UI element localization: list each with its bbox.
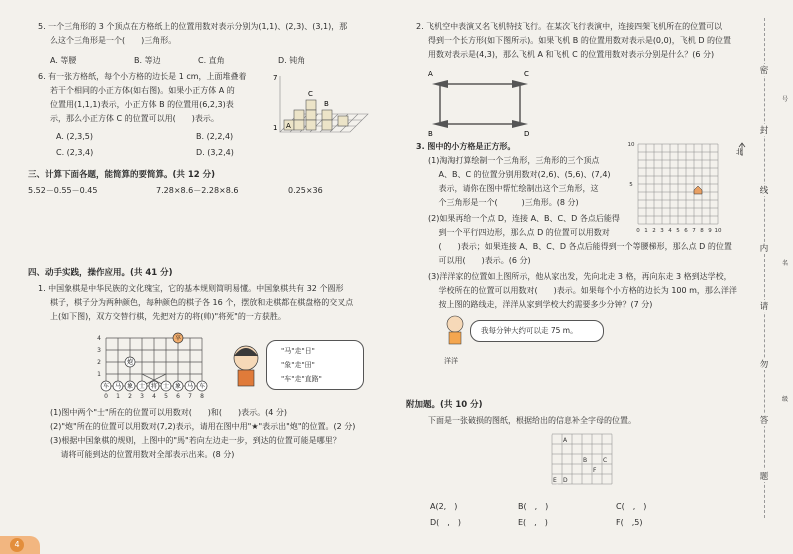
map-label-d: D [563,477,568,484]
seal-char-4: 内 [756,242,772,254]
broken-map-figure [542,428,632,492]
plane-a-label: A [428,70,433,78]
calc-1: 5.52－0.55－0.45 [28,186,98,195]
piece-pao: 炮 [126,359,134,366]
q3-line-10: 学校所在的位置可以用数对( )表示。如果每个小方格的边长为 100 m，那么洋洋 [428,286,737,295]
board-x-7: 7 [188,393,192,400]
seal-char-8: 题 [756,470,772,482]
seal-small-2: 名 [781,260,788,267]
grid-x-7: 7 [692,228,696,234]
board-x-0: 0 [104,393,108,400]
q2-line-3: 用数对表示是(4,3)，那么飞机 A 和飞机 C 的位置用数对表示分别是什么？(6 分) [428,50,715,59]
q5-option-d: D. 钝角 [278,56,306,65]
grid-x-3: 3 [660,228,664,234]
q3-line-5: (2)如果再给一个点 D，连接 A、B、C、D 各点后能得 [428,214,620,223]
q3-line-7: ( )表示；如果连接 A、B、C、D 各点后能得到一个等腰梯形，那么点 D 的位置 [428,242,732,251]
plane-c-label: C [524,70,529,78]
north-label: 北 [736,148,743,156]
board-x-1: 1 [116,393,120,400]
q3-line-6: 到一个平行四边形，那么点 D 的位置可以用数对 [428,228,610,237]
q2-line-1: 2. 飞机空中表演又名飞机特技飞行。在某次飞行表演中，连接四架飞机所在的位置可以 [416,22,723,31]
q3-line-2: A、B、C 的位置分别用数对(2,6)、(5,6)、(7,4) [428,170,611,179]
plane-d-label: D [524,130,530,136]
yangyang-house-icon [694,186,702,194]
q6-line-2: 若干个相同的小正方体(如右图)。如果小正方体 A 的 [50,86,235,95]
cube-label-a: A [286,122,291,130]
q5-stem-2: 么这个三角形是一个( )三角形。 [50,36,177,45]
cube-axis-z-1: 1 [273,124,278,132]
yangyang-speech-bubble [470,320,604,342]
piece-ma-left: 马 [114,383,122,390]
q3-title: 3. 图中的小方格是正方形。 [416,142,516,151]
board-y-1: 1 [97,371,101,378]
seal-line-sidebar [748,0,793,554]
seal-char-3: 线 [756,184,772,196]
seal-small-3: 级 [781,396,788,403]
map-label-b: B [583,457,588,464]
bonus-title: 附加题。(共 10 分) [406,400,483,410]
cube-label-c: C [308,90,313,98]
q6-line-1: 6. 有一张方格纸，每个小方格的边长是 1 cm，上面堆叠着 [38,72,247,81]
q3-line-9: (3)洋洋家的位置如上图所示，他从家出发，先向北走 3 格，再向东走 3 格到达学校， [428,272,732,281]
calc-2: 7.28×8.6－2.28×8.6 [156,186,239,195]
chess-q-line-3: 上(如下图)，双方交替行棋，先把对方的将(帅)"将死"的一方获胜。 [50,312,286,321]
answer-f: F( ,5) [616,518,643,527]
piece-shi-right: 士 [162,383,170,390]
q6-line-4: 示，那么小正方体 C 的位置可以用( )表示。 [50,114,219,123]
coordinate-grid [626,140,756,236]
cube-axis-z-7: 7 [273,74,278,82]
piece-che-left: 车 [102,383,110,390]
grid-x-10: 10 [714,228,722,234]
bonus-text: 下面是一张破损的图纸，根据给出的信息补全字母的位置。 [428,416,636,425]
piece-shi-left: 士 [138,383,146,390]
map-label-a: A [563,437,568,444]
chess-sub-3: (3)根据中国象棋的规则，上图中的"馬"若向左边走一步，到达的位置可能是哪里？ [50,436,341,445]
yangyang-illustration [440,314,470,358]
board-y-4: 4 [97,335,101,342]
piece-jiang: 将 [150,383,158,390]
chess-q-line-1: 1. 中国象棋是中华民族的文化瑰宝，它的基本规则简明易懂。中国象棋共有 32 个圆形 [38,284,344,293]
q6-option-a: A. (2,3,5) [56,132,94,141]
q6-option-d: D. (3,2,4) [196,148,234,157]
grid-y-10: 10 [627,142,635,148]
q6-option-c: C. (2,3,4) [56,148,94,157]
chess-board [96,332,216,402]
q3-line-11: 按上图的路线走，洋洋从家到学校大约需要多少分钟？(7 分) [428,300,653,309]
q2-line-2: 得到一个长方形(如下图所示)。如果飞机 B 的位置用数对表示是(0,0)，飞机 D 的位置 [428,36,732,45]
q3-line-3: 表示，请你在图中帮忙绘制出这个三角形，这 [428,184,599,193]
cube-label-b: B [324,100,329,108]
grid-x-4: 4 [668,228,672,234]
map-label-c: C [603,457,608,464]
answer-a: A(2, ) [430,502,458,511]
board-x-2: 2 [128,393,132,400]
answer-e: E( , ) [518,518,548,527]
cube-stack-figure [270,70,370,150]
map-label-f: F [593,467,597,474]
q3-line-1: (1)淘淘打算绘制一个三角形，三角形的三个顶点 [428,156,600,165]
answer-c: C( , ) [616,502,647,511]
q5-stem-1: 5. 一个三角形的 3 个顶点在方格纸上的位置用数对表示分别为(1,1)、(2,3)、(3,1)，那 [38,22,348,31]
grid-x-6: 6 [684,228,688,234]
section-3-title: 三、计算下面各题，能简算的要简算。(共 12 分) [28,170,216,180]
rule-ma: "马"走"日" [281,347,315,355]
answer-d: D( , ) [430,518,461,527]
q6-option-b: B. (2,2,4) [196,132,234,141]
plane-b-label: B [428,130,433,136]
grid-x-1: 1 [644,228,648,234]
board-x-8: 8 [200,393,204,400]
speech-text: 我每分钟大约可以走 75 m。 [481,326,578,335]
chess-sub-1: (1)图中两个"士"所在的位置可以用数对( )和( )表示。(4 分) [50,408,288,417]
q3-line-8: 可以用( )表示。(6 分) [428,256,531,265]
q5-option-a: A. 等腰 [50,56,77,65]
chess-sub-2: (2)"炮"所在的位置可以用数对(7,2)表示，请用在图中用"★"表示出"炮"的位置。(2 分) [50,422,356,431]
yangyang-name: 洋洋 [444,357,458,365]
piece-xiang-right: 象 [174,383,182,390]
board-y-2: 2 [97,359,101,366]
grid-x-5: 5 [676,228,680,234]
piece-zu: 卒 [174,335,182,342]
chess-q-line-2: 棋子，棋子分为两种颜色，每种颜色的棋子各 16 个，摆放和走棋都在棋盘格的交叉点 [50,298,354,307]
board-x-3: 3 [140,393,144,400]
grid-x-8: 8 [700,228,704,234]
seal-dashed-line [764,18,765,518]
seal-char-5: 请 [756,300,772,312]
piece-che-right: 车 [198,383,206,390]
answer-b: B( , ) [518,502,549,511]
calc-3: 0.25×36 [288,186,323,195]
page-number-tab [0,536,40,554]
boy-illustration [226,340,266,390]
seal-char-2: 封 [756,124,772,136]
rule-che: "车"走"直路" [281,375,322,383]
grid-x-2: 2 [652,228,656,234]
board-x-6: 6 [176,393,180,400]
piece-xiang-left: 象 [126,383,134,390]
piece-ma-right: 马 [186,383,194,390]
rule-xiang: "象"走"田" [281,361,315,369]
grid-y-5: 5 [629,182,633,188]
plane-rectangle-figure [426,66,536,136]
q5-option-c: C. 直角 [198,56,225,65]
board-x-5: 5 [164,393,168,400]
chess-sub-4: 请将可能到达的位置用数对全部表示出来。(8 分) [50,450,235,459]
board-y-3: 3 [97,347,101,354]
q6-line-3: 位置用(1,1,1)表示，小正方体 B 的位置用(6,2,3)表 [50,100,234,109]
q3-line-4: 个三角形是一个( )三角形。(8 分) [428,198,579,207]
seal-char-7: 答 [756,414,772,426]
grid-x-0: 0 [636,228,640,234]
map-label-e: E [553,477,557,484]
seal-small-1: 号 [781,96,788,103]
grid-x-9: 9 [708,228,712,234]
board-x-4: 4 [152,393,156,400]
q5-option-b: B. 等边 [134,56,161,65]
seal-char-1: 密 [756,64,772,76]
section-4-title: 四、动手实践，操作应用。(共 41 分) [28,268,173,278]
chess-rule-bubble [266,340,364,390]
page-number: 4 [10,538,24,552]
seal-char-6: 勿 [756,358,772,370]
